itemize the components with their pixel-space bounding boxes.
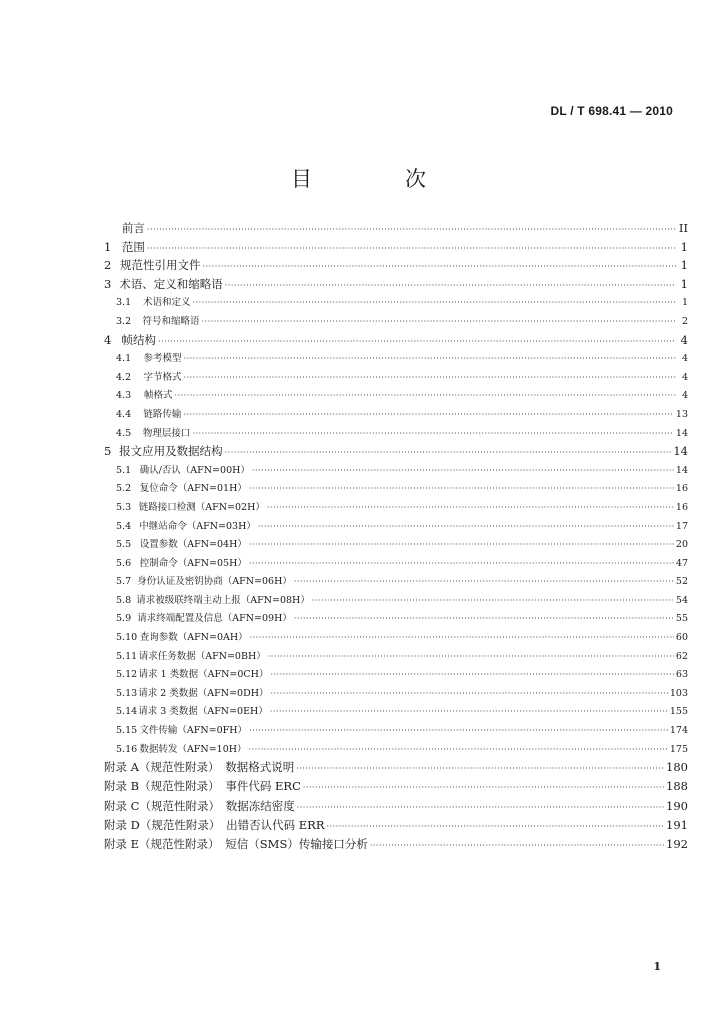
- toc-entry-number: 5.2: [116, 483, 132, 495]
- toc-entry-page: 14: [673, 444, 688, 459]
- toc-entry: [104, 350, 688, 369]
- toc-entry-title: 请求 2 类数据（AFN=0DH）: [138, 687, 269, 699]
- toc-entry-number: 4.5: [116, 427, 132, 439]
- toc-entry-title: 范围: [121, 239, 145, 254]
- toc-entry-title: 物理层接口: [142, 427, 191, 439]
- dot-leader: [249, 540, 674, 549]
- toc-entry: [104, 666, 688, 685]
- dot-leader: [270, 689, 667, 698]
- toc-entry: [104, 425, 688, 444]
- toc-entry-title: 附录 A（规范性附录） 数据格式说明: [104, 760, 295, 775]
- dot-leader: [184, 354, 676, 363]
- dot-leader: [193, 298, 676, 307]
- dot-leader: [303, 783, 664, 792]
- toc-entry-number: 5.10: [116, 632, 138, 644]
- toc-entry-page: 1: [681, 297, 688, 309]
- dot-leader: [184, 373, 676, 382]
- toc-entry-page: 192: [666, 836, 688, 851]
- toc-entry-title: 请求 1 类数据（AFN=0CH）: [138, 669, 269, 681]
- toc-entry: [104, 406, 688, 425]
- toc-entry-page: 20: [675, 539, 688, 551]
- toc-entry-page: 52: [675, 576, 688, 588]
- toc-entry-number: 5.12: [116, 669, 138, 681]
- toc-entry-title: 字节格式: [143, 371, 182, 383]
- toc-entry-title: 中继站命令（AFN=03H）: [139, 520, 256, 532]
- toc-entry-number: 5.3: [116, 501, 132, 513]
- toc-entry-page: 16: [675, 501, 688, 513]
- page-number: 1: [653, 960, 661, 973]
- dot-leader: [258, 522, 674, 531]
- toc-entry-page: II: [678, 221, 688, 235]
- toc-entry-page: 16: [675, 483, 688, 495]
- toc-entry-page: 13: [675, 408, 688, 420]
- toc-entry-number: 5.16: [116, 743, 138, 755]
- toc-entry-title: 身份认证及密钥协商（AFN=06H）: [137, 576, 292, 588]
- toc-entry-number: 4.3: [116, 390, 132, 402]
- toc-entry-number: 5.13: [116, 687, 138, 699]
- toc-entry: [104, 536, 688, 555]
- toc-entry: [104, 722, 688, 741]
- dot-leader: [270, 707, 668, 716]
- toc-entry-number: 3: [104, 276, 112, 291]
- toc-entry: [104, 703, 688, 722]
- dot-leader: [267, 503, 674, 512]
- dot-leader: [294, 614, 674, 623]
- toc-entry-page: 175: [669, 743, 688, 755]
- dot-leader: [297, 803, 664, 812]
- toc-entry-title: 请求 3 类数据（AFN=0EH）: [138, 706, 268, 718]
- toc-entry-title: 请求任务数据（AFN=0BH）: [138, 650, 266, 662]
- toc-entry-page: 63: [675, 669, 688, 681]
- toc-entry: [104, 798, 688, 817]
- toc-entry-title: 规范性引用文件: [120, 258, 201, 273]
- toc-entry: [104, 610, 688, 629]
- dot-leader: [249, 559, 674, 568]
- toc-entry-page: 1: [680, 276, 688, 291]
- toc-entry: [104, 220, 688, 239]
- toc-entry: [104, 294, 688, 313]
- toc-entry-title: 参考模型: [143, 353, 182, 365]
- toc-entry-title: 查询参数（AFN=0AH）: [139, 632, 248, 644]
- toc-entry-title: 附录 D（规范性附录） 出错否认代码 ERR: [104, 817, 325, 832]
- toc-entry-page: 17: [675, 520, 688, 532]
- toc-entry-number: 5.4: [116, 520, 132, 532]
- toc-entry: [104, 759, 688, 778]
- toc-entry-number: 5: [104, 444, 112, 459]
- toc-entry: [104, 499, 688, 518]
- toc-entry-page: 2: [681, 315, 688, 327]
- toc-entry-title: 数据转发（AFN=10H）: [139, 743, 247, 755]
- toc-entry-page: 188: [666, 779, 688, 794]
- toc-entry: [104, 836, 688, 855]
- toc-entry: [104, 276, 688, 295]
- toc-entry-number: 5.8: [116, 594, 132, 606]
- toc-entry-title: 设置参数（AFN=04H）: [139, 539, 247, 551]
- toc-entry-title: 前言: [121, 221, 145, 235]
- toc-entry-page: 14: [675, 427, 688, 439]
- toc-entry-page: 103: [669, 687, 688, 699]
- toc-entry-number: 5.6: [116, 557, 132, 569]
- toc-entry: [104, 443, 688, 462]
- dot-leader: [202, 317, 676, 326]
- dot-leader: [296, 764, 664, 773]
- toc-entry: [104, 629, 688, 648]
- toc-entry-title: 符号和缩略语: [142, 315, 200, 327]
- toc-entry: [104, 518, 688, 537]
- dot-leader: [312, 596, 674, 605]
- toc-entry: [104, 555, 688, 574]
- toc-entry-page: 191: [666, 817, 688, 832]
- toc-entry-title: 帧格式: [144, 390, 173, 402]
- dot-leader: [250, 633, 674, 642]
- dot-leader: [249, 745, 668, 754]
- toc-entry-page: 4: [681, 353, 688, 365]
- toc-entry-page: 47: [675, 557, 688, 569]
- toc-entry-page: 14: [675, 464, 688, 476]
- toc-entry-number: 5.11: [116, 650, 138, 662]
- toc-entry-page: 4: [680, 332, 688, 347]
- toc-entry: [104, 480, 688, 499]
- toc-entry: [104, 817, 688, 836]
- dot-leader: [270, 670, 673, 679]
- toc-entry: [104, 332, 688, 351]
- toc-entry: [104, 778, 688, 797]
- dot-leader: [252, 466, 674, 475]
- toc-entry-page: 55: [675, 613, 688, 625]
- toc-entry-title: 术语、定义和缩略语: [119, 276, 223, 291]
- toc-entry-number: 3.1: [116, 297, 132, 309]
- toc-entry-page: 1: [680, 239, 688, 254]
- toc-entry-title: 术语和定义: [143, 297, 191, 309]
- toc-entry-title: 链路接口检测（AFN=02H）: [138, 501, 265, 513]
- toc-entry-title: 报文应用及数据结构: [119, 444, 223, 459]
- table-of-contents: [104, 220, 688, 855]
- toc-entry: [104, 685, 688, 704]
- toc-entry-number: 5.9: [116, 613, 132, 625]
- dot-leader: [175, 391, 676, 400]
- standard-code-header: DL / T 698.41 — 2010: [550, 104, 673, 118]
- dot-leader: [225, 448, 672, 457]
- toc-entry: [104, 257, 688, 276]
- dot-leader: [183, 410, 673, 419]
- toc-entry-title: 确认/否认（AFN=00H）: [139, 464, 250, 476]
- toc-entry-page: 190: [666, 798, 688, 813]
- dot-leader: [147, 244, 676, 253]
- page-title: 目 次: [291, 167, 462, 191]
- toc-entry-title: 复位命令（AFN=01H）: [139, 483, 247, 495]
- toc-entry-title: 控制命令（AFN=05H）: [139, 557, 247, 569]
- toc-entry-title: 链路传输: [143, 408, 182, 420]
- toc-entry-title: 文件传输（AFN=0FH）: [139, 725, 248, 737]
- toc-entry-page: 62: [675, 650, 688, 662]
- dot-leader: [327, 822, 665, 831]
- toc-entry: [104, 741, 688, 760]
- dot-leader: [294, 577, 674, 586]
- toc-entry: [104, 369, 688, 388]
- dot-leader: [370, 841, 664, 850]
- toc-entry-number: 4.4: [116, 408, 132, 420]
- dot-leader: [192, 429, 673, 438]
- toc-entry-page: 174: [669, 725, 688, 737]
- dot-leader: [225, 281, 676, 290]
- toc-entry-page: 4: [681, 371, 688, 383]
- toc-entry-title: 附录 C（规范性附录） 数据冻结密度: [104, 798, 295, 813]
- toc-entry-title: 请求终端配置及信息（AFN=09H）: [137, 613, 292, 625]
- toc-entry-number: 5.1: [116, 464, 132, 476]
- toc-entry-page: 60: [675, 632, 688, 644]
- toc-entry-page: 54: [675, 594, 688, 606]
- toc-entry-number: 5.7: [116, 576, 132, 588]
- dot-leader: [268, 652, 674, 661]
- toc-entry-number: 2: [104, 258, 112, 273]
- toc-entry-title: 帧结构: [121, 332, 157, 347]
- toc-entry: [104, 313, 688, 332]
- toc-entry-page: 4: [681, 390, 688, 402]
- dot-leader: [147, 225, 676, 234]
- toc-entry-number: 5.14: [116, 706, 138, 718]
- toc-entry-number: 4.2: [116, 371, 132, 383]
- dot-leader: [158, 337, 676, 346]
- toc-entry-number: 5.5: [116, 539, 132, 551]
- toc-entry: [104, 387, 688, 406]
- toc-entry-number: 1: [104, 239, 112, 254]
- toc-entry-page: 155: [669, 706, 688, 718]
- dot-leader: [203, 262, 676, 271]
- toc-entry-number: 5.15: [116, 725, 138, 737]
- toc-entry: [104, 239, 688, 258]
- toc-entry-title: 请求被级联终端主动上报（AFN=08H）: [136, 594, 310, 606]
- toc-entry: [104, 573, 688, 592]
- toc-entry: [104, 592, 688, 611]
- toc-entry: [104, 462, 688, 481]
- dot-leader: [249, 484, 674, 493]
- toc-entry-page: 1: [680, 258, 688, 273]
- toc-entry-page: 180: [666, 760, 688, 775]
- toc-entry-number: 3.2: [116, 315, 132, 327]
- toc-entry-number: 4.1: [116, 353, 132, 365]
- toc-entry-number: 4: [104, 332, 112, 347]
- toc-entry-title: 附录 B（规范性附录） 事件代码 ERC: [104, 779, 301, 794]
- toc-entry: [104, 648, 688, 667]
- dot-leader: [249, 726, 668, 735]
- toc-entry-title: 附录 E（规范性附录） 短信（SMS）传输接口分析: [104, 836, 368, 851]
